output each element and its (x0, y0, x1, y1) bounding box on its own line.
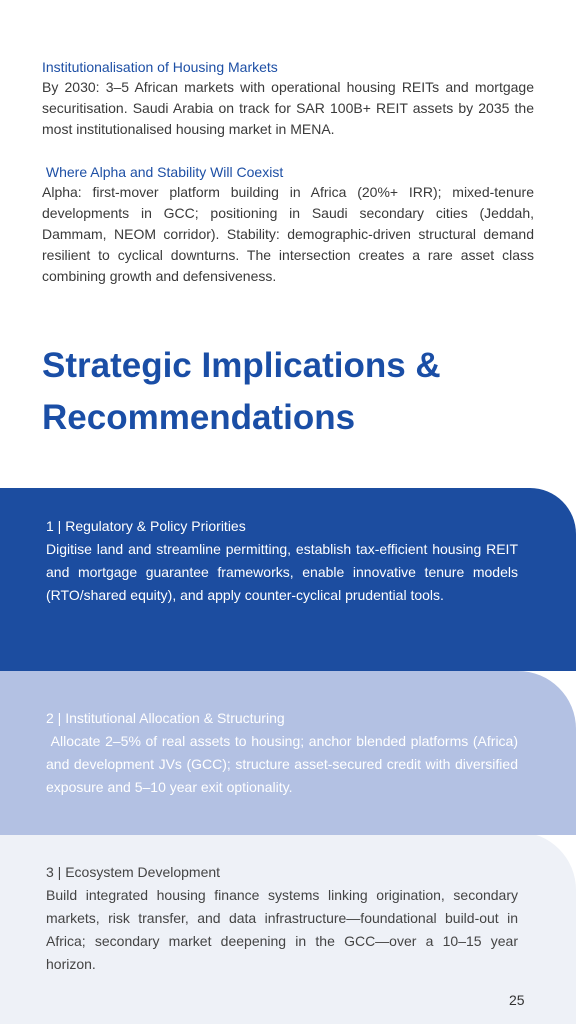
panel-body: Build integrated housing finance systems linking origination, secondary markets, risk transfer, and data infrastructure—foundational build-out in Africa; secondary market deepening in the GCC—over a 10–15 year horizon. (46, 887, 518, 972)
page-number: 25 (509, 992, 525, 1008)
panel-body: Digitise land and streamline permitting, establish tax-efficient housing REIT and mortgage guarantee frameworks, enable innovative tenure models (RTO/shared equity), and apply counter-cyclical prudential tools. (46, 541, 518, 603)
recommendation-panel-ecosystem (0, 832, 576, 1024)
section-body: By 2030: 3–5 African markets with operational housing REITs and mortgage securitisation. Saudi Arabia on track for SAR 100B+ REIT assets by 2035 the most institutionalised housing market in MENA. (42, 79, 534, 137)
page-title (42, 340, 542, 444)
recommendation-panel-regulatory (0, 488, 576, 671)
panel-heading: 3 | Ecosystem Development (46, 864, 221, 880)
recommendation-panel-institutional (0, 671, 576, 835)
panel-heading: 2 | Institutional Allocation & Structuring (46, 710, 285, 726)
intro-section-alpha-stability (42, 162, 534, 287)
section-body: Alpha: first-mover platform building in Africa (20%+ IRR); mixed-tenure developments in GCC; positioning in Saudi secondary cities (Jeddah, Dammam, NEOM corridor). Stability: demographic-driven structural demand resilient to cyclical downturns. The intersection creates a rare asset class combining growth and defensiveness. (42, 184, 534, 284)
section-heading: Where Alpha and Stability Will Coexist (42, 164, 284, 180)
intro-section-institutionalisation (42, 57, 534, 140)
panel-body: Allocate 2–5% of real assets to housing; anchor blended platforms (Africa) and development JVs (GCC); structure asset-secured credit with diversified exposure and 5–10 year exit optionality. (46, 733, 522, 795)
page-title-line-1: Strategic Implications & (42, 346, 441, 385)
panel-heading: 1 | Regulatory & Policy Priorities (46, 518, 246, 534)
section-heading: Institutionalisation of Housing Markets (42, 59, 278, 75)
page-title-line-2: Recommendations (42, 398, 356, 437)
